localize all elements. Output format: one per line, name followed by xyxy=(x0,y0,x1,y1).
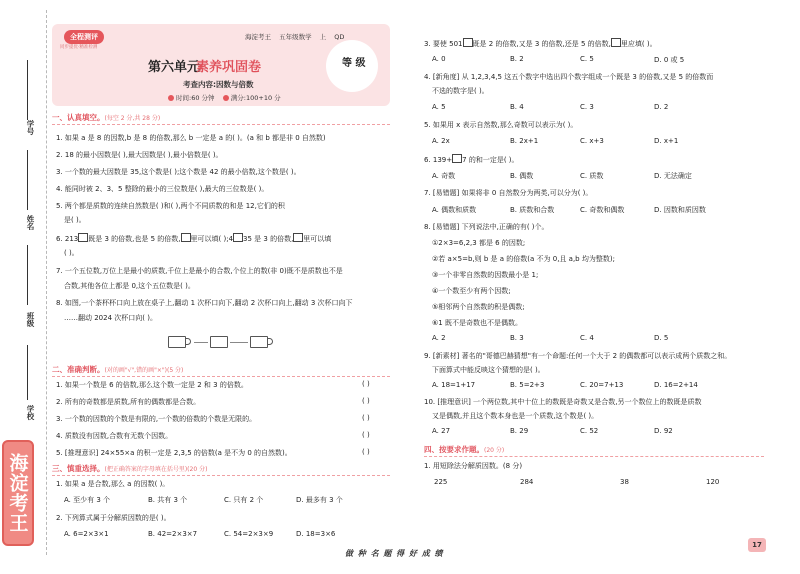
work-q1: 1. 用短除法分解质因数。(8 分) xyxy=(424,462,523,470)
fill-q7: 7. 一个五位数,万位上是最小的质数,千位上是最小的合数,个位上的数(非 0)既不是质数也不是 xyxy=(56,267,343,275)
choice-q5-opt-d: D. x+1 xyxy=(654,137,679,145)
section-fill-heading: 一、认真填空。(每空 2 分,共 28 分) xyxy=(52,113,161,122)
choice-q2-opt-a: A. 6=2×3×1 xyxy=(64,530,109,538)
footer-motto: 做 种 名 题 得 好 成 绩 xyxy=(345,549,444,558)
fill-q6-cont: ( )。 xyxy=(64,249,79,257)
score-icon xyxy=(223,95,229,101)
grade-label: 等 级 xyxy=(342,58,366,69)
answer-paren[interactable]: ( ) xyxy=(362,431,370,439)
school-line xyxy=(27,345,28,400)
school-label: 学校 xyxy=(26,405,35,420)
choice-q2-opt-d: D. 18=3×6 xyxy=(296,530,336,538)
choice-q8-opt-d: D. 5 xyxy=(654,334,669,342)
choice-q2: 2. 下列算式属于分解质因数的是( )。 xyxy=(56,514,171,522)
unit-subtitle: 素养巩固卷 xyxy=(196,60,262,75)
choice-q3-opt-a: A. 0 xyxy=(432,55,446,63)
blank-box[interactable] xyxy=(78,233,88,242)
fill-q2: 2. 18 的最小因数是( ),最大因数是( ),最小倍数是( )。 xyxy=(56,151,223,159)
exam-time: 时间:60 分钟 xyxy=(176,94,215,102)
choice-q9-opt-c: C. 20=7+13 xyxy=(580,381,624,389)
edition: QD xyxy=(334,33,345,41)
choice-q10-opt-c: C. 52 xyxy=(580,427,599,435)
exam-content: 考查内容:因数与倍数 xyxy=(183,80,254,89)
choice-q10-opt-b: B. 29 xyxy=(510,427,529,435)
volume: 上 xyxy=(319,33,327,41)
choice-q7-opt-d: D. 因数和质因数 xyxy=(654,206,706,214)
factor-number-4: 120 xyxy=(706,478,720,486)
choice-q9-opt-d: D. 16=2+14 xyxy=(654,381,698,389)
judge-q1: 1. 如果一个数是 6 的倍数,那么这个数一定是 2 和 3 的倍数。 xyxy=(56,381,248,389)
section-divider xyxy=(52,376,390,377)
subject-grade: 五年级数学 xyxy=(279,33,312,41)
fill-q1: 1. 如果 a 是 8 的因数,b 是 8 的倍数,那么 b 一定是 a 的( )。(a 和 b 都是非 0 自然数) xyxy=(56,134,326,142)
choice-q9-cont: 下面算式中能反映这个猜想的是( )。 xyxy=(432,366,545,374)
choice-q5-opt-c: C. x+3 xyxy=(580,137,604,145)
choice-q10-cont: 又是偶数,并且这个数本身也是一个质数,这个数是( )。 xyxy=(432,412,599,420)
section-divider xyxy=(424,456,764,457)
blank-box[interactable] xyxy=(181,233,191,242)
judge-q4: 4. 质数没有因数,合数有无数个因数。 xyxy=(56,432,173,440)
series-info xyxy=(245,32,350,41)
choice-q2-opt-c: C. 54=2×3×9 xyxy=(224,530,274,538)
choice-q4-cont: 不选的数字是( )。 xyxy=(432,87,489,95)
name-line xyxy=(27,150,28,210)
choice-q3-opt-b: B. 2 xyxy=(510,55,524,63)
choice-q7-opt-c: C. 奇数和偶数 xyxy=(580,206,625,214)
choice-q6-opt-c: C. 质数 xyxy=(580,172,604,180)
page-number: 17 xyxy=(748,538,766,552)
section-choice-heading: 三、慎重选择。(把正确答案的字母填在括号里)(20 分) xyxy=(52,464,208,473)
binding-strip xyxy=(0,0,50,574)
fill-q8-cont: ……翻动 2024 次杯口向( )。 xyxy=(64,314,157,322)
class-line xyxy=(27,245,28,305)
choice-q3: 3. 要使 501 既是 2 的倍数,又是 3 的倍数,还是 5 的倍数, 里应填( )。 xyxy=(424,40,657,48)
arrow-line xyxy=(230,342,248,343)
choice-q10-opt-d: D. 92 xyxy=(654,427,673,435)
choice-q5: 5. 如果用 x 表示自然数,那么奇数可以表示为( )。 xyxy=(424,121,578,129)
section-work-heading: 四、按要求作题。(20 分) xyxy=(424,445,505,454)
section-judge-heading: 二、准确判断。(对的画"√",错的画"×")(5 分) xyxy=(52,365,184,374)
fill-q5-cont: 是( )。 xyxy=(64,216,86,224)
cup-handle xyxy=(186,338,191,345)
answer-paren[interactable]: ( ) xyxy=(362,380,370,388)
clock-icon xyxy=(168,95,174,101)
choice-q3-opt-c: C. 5 xyxy=(580,55,594,63)
class-label: 班级 xyxy=(26,312,35,327)
choice-q1: 1. 如果 a 是合数,那么 a 的因数( )。 xyxy=(56,480,170,488)
unit-title: 第六单元 xyxy=(148,60,201,75)
choice-q5-opt-a: A. 2x xyxy=(432,137,450,145)
cup-up xyxy=(168,336,186,348)
choice-q9-opt-a: A. 18=1+17 xyxy=(432,381,476,389)
answer-paren[interactable]: ( ) xyxy=(362,448,370,456)
publisher-logo: 海淀考王 xyxy=(2,440,34,546)
answer-paren[interactable]: ( ) xyxy=(362,397,370,405)
fill-q6: 6. 213 既是 3 的倍数,也是 5 的倍数, 里可以填( );4 35 是 3 的倍数, 里可以填 xyxy=(56,235,332,243)
choice-q7: 7. [易错题] 如果将非 0 自然数分为两类,可以分为( )。 xyxy=(424,189,593,197)
choice-q8-opt-b: B. 3 xyxy=(510,334,524,342)
student-id-line xyxy=(27,60,28,120)
choice-q7-opt-a: A. 偶数和质数 xyxy=(432,206,477,214)
section-divider xyxy=(52,124,390,125)
choice-q2-opt-b: B. 42=2×3×7 xyxy=(148,530,198,538)
factor-number-2: 284 xyxy=(520,478,534,486)
q8-statement-6: ⑥1 既不是奇数也不是偶数。 xyxy=(432,319,522,327)
factor-number-3: 38 xyxy=(620,478,629,486)
blank-box[interactable] xyxy=(463,38,473,47)
choice-q1-opt-b: B. 共有 3 个 xyxy=(148,496,188,504)
choice-q3-opt-d: D. 0 或 5 xyxy=(654,56,685,64)
choice-q4: 4. [新角度] 从 1,2,3,4,5 这五个数字中选出四个数字组成一个既是 3 的倍数,又是 5 的倍数而 xyxy=(424,73,714,81)
q8-statement-1: ①2×3=6,2,3 都是 6 的因数; xyxy=(432,239,526,247)
q8-statement-3: ③一个非零自然数的因数最小是 1; xyxy=(432,271,539,279)
choice-q9-opt-b: B. 5=2+3 xyxy=(510,381,545,389)
choice-q4-opt-a: A. 5 xyxy=(432,103,446,111)
name-label: 姓名 xyxy=(26,215,35,230)
choice-q8: 8. [易错题] 下列说法中,正确的有( )个。 xyxy=(424,223,549,231)
brand-tag: 全程测评 xyxy=(64,30,104,44)
judge-q2: 2. 所有的奇数都是质数,所有的偶数都是合数。 xyxy=(56,398,201,406)
choice-q4-opt-c: C. 3 xyxy=(580,103,594,111)
cup-up xyxy=(250,336,268,348)
student-id-label: 学号 xyxy=(26,120,35,135)
arrow-line xyxy=(194,342,208,343)
cup-handle xyxy=(268,338,273,345)
fill-q8: 8. 如图,一个茶杯杯口向上放在桌子上,翻动 1 次杯口向下,翻动 2 次杯口向上,翻动 3 次杯口向下 xyxy=(56,299,353,307)
choice-q6-opt-d: D. 无法确定 xyxy=(654,172,692,180)
answer-paren[interactable]: ( ) xyxy=(362,414,370,422)
q8-statement-2: ②若 a×5=b,则 b 是 a 的倍数(a 不为 0,且 a,b 均为整数); xyxy=(432,255,615,263)
choice-q6-opt-b: B. 偶数 xyxy=(510,172,534,180)
choice-q10-opt-a: A. 27 xyxy=(432,427,451,435)
q8-statement-4: ④一个数至少有两个因数; xyxy=(432,287,511,295)
section-divider xyxy=(52,475,390,476)
judge-q5: 5. [推理意识] 24×55×a 的积一定是 2,3,5 的倍数(a 是不为 0 的自然数)。 xyxy=(56,449,292,457)
brand-subtitle: 同步提优·精准检测 xyxy=(60,45,98,50)
choice-q9: 9. [新素材] 著名的"哥德巴赫猜想"有一个命题:任何一个大于 2 的偶数都可以表示成两个质数之和。 xyxy=(424,352,732,360)
choice-q8-opt-c: C. 4 xyxy=(580,334,594,342)
choice-q1-opt-d: D. 最多有 3 个 xyxy=(296,496,343,504)
choice-q10: 10. [推理意识] 一个两位数,其中十位上的数既是奇数又是合数,另一个数位上的数既是质数 xyxy=(424,398,702,406)
blank-box[interactable] xyxy=(293,233,303,242)
judge-q3: 3. 一个数的因数的个数是有限的,一个数的倍数的个数是无限的。 xyxy=(56,415,257,423)
choice-q1-opt-c: C. 只有 2 个 xyxy=(224,496,264,504)
fill-q7-cont: 合数,其他各位上都是 0,这个五位数是( )。 xyxy=(64,282,195,290)
fill-q4: 4. 能同时被 2、3、5 整除的最小的三位数是( ),最大的三位数是( )。 xyxy=(56,185,269,193)
blank-box[interactable] xyxy=(611,38,621,47)
choice-q6: 6. 139+ 7 的和一定是( )。 xyxy=(424,156,519,164)
cup-down xyxy=(210,336,228,348)
exam-score: 满分:100+10 分 xyxy=(230,94,281,102)
blank-box[interactable] xyxy=(452,154,462,163)
exam-meta xyxy=(168,93,281,102)
cut-line xyxy=(46,10,47,555)
choice-q7-opt-b: B. 质数和合数 xyxy=(510,206,555,214)
choice-q4-opt-b: B. 4 xyxy=(510,103,524,111)
choice-q4-opt-d: D. 2 xyxy=(654,103,669,111)
choice-q5-opt-b: B. 2x+1 xyxy=(510,137,539,145)
choice-q6-opt-a: A. 奇数 xyxy=(432,172,456,180)
choice-q1-opt-a: A. 至少有 3 个 xyxy=(64,496,111,504)
fill-q5: 5. 两个都是质数的连续自然数是( )和( ),两个不同质数的和是 12,它们的积 xyxy=(56,202,285,210)
fill-q3: 3. 一个数的最大因数是 35,这个数是( );这个数是 42 的最小倍数,这个数是( )。 xyxy=(56,168,301,176)
q8-statement-5: ⑤相邻两个自然数的积是偶数; xyxy=(432,303,525,311)
series-name: 海淀考王 xyxy=(245,33,271,41)
choice-q8-opt-a: A. 2 xyxy=(432,334,446,342)
factor-number-1: 225 xyxy=(434,478,448,486)
blank-box[interactable] xyxy=(233,233,243,242)
